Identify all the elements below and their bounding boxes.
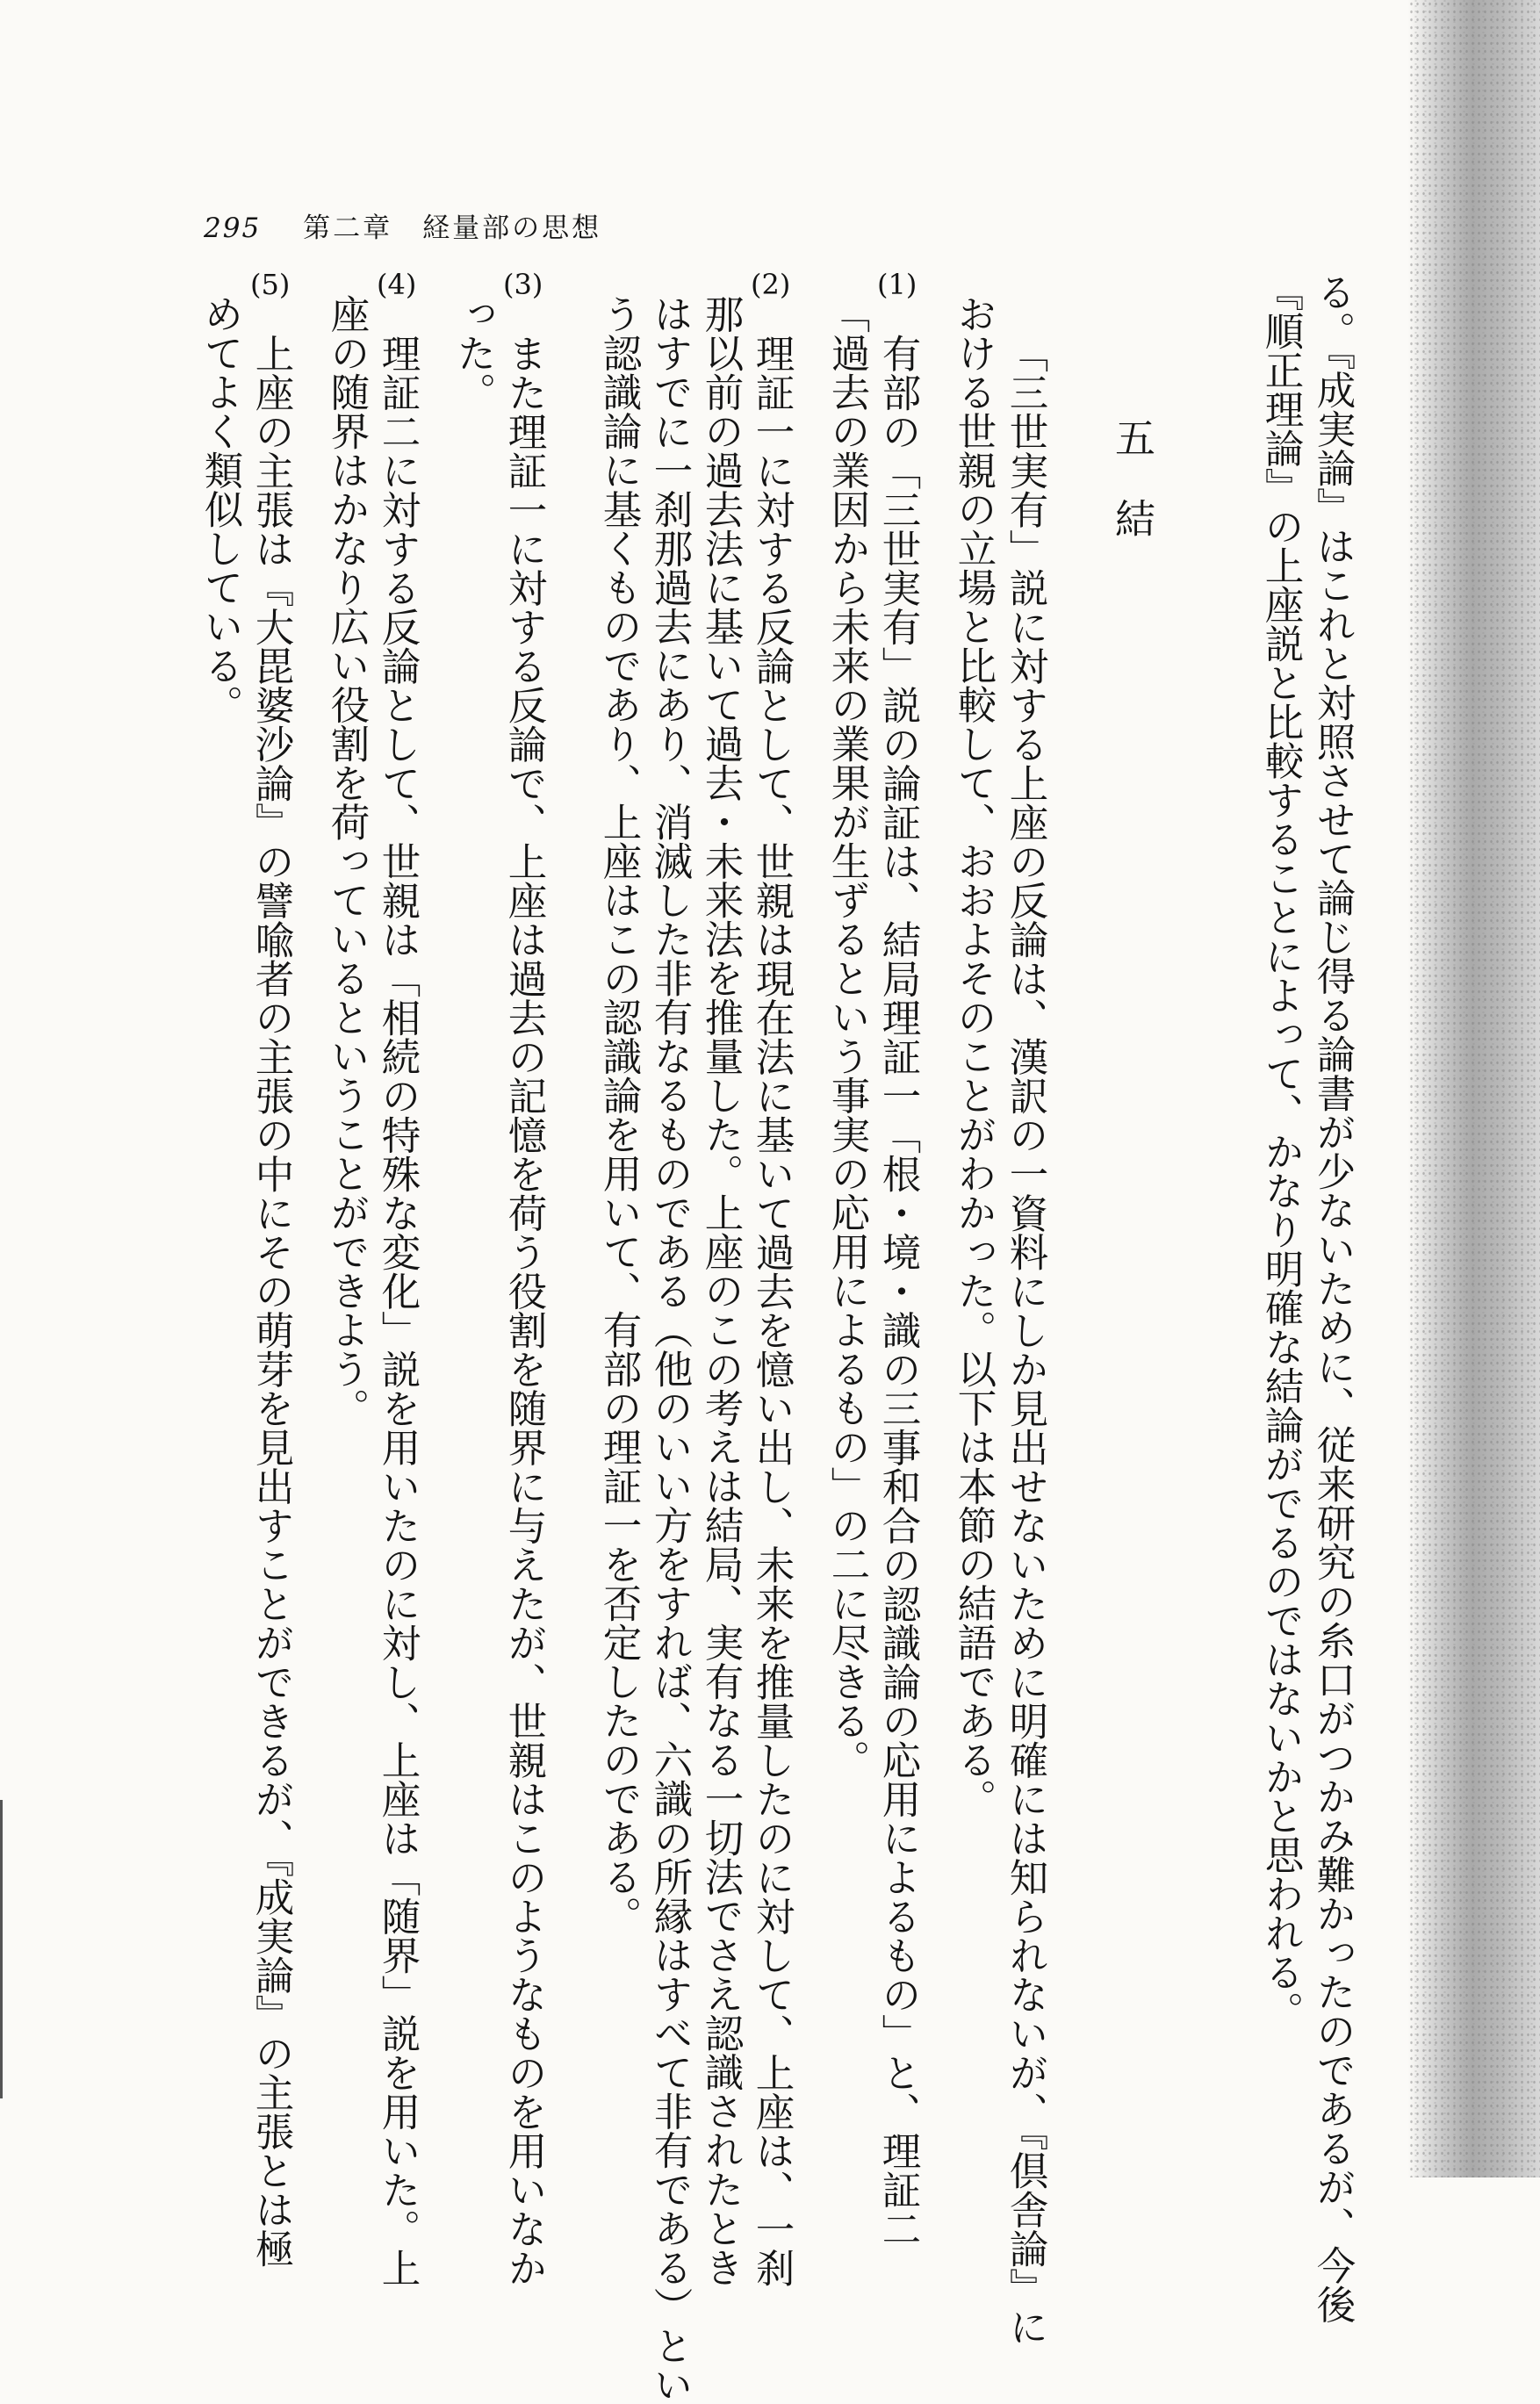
text-column-2: 『順正理論』の上座説と比較することによって、かなり明確な結論がでるのではないかと思われる。	[1258, 272, 1303, 2031]
item-2-column-1: 理証一に対する反論として、世親は現在法に基いて過去を憶い出し、未来を推量したのに対して、上座は、一刹	[749, 334, 794, 2287]
text-column-1: る。『成実論』はこれと対照させて論じ得る論書が少ないために、従来研究の糸口がつかみ難かったのであるが、今後	[1310, 272, 1355, 2324]
item-4-column-1: 理証二に対する反論として、世親は「相続の特殊な変化」説を用いたのに対し、上座は「随界」説を用いた。上	[375, 334, 420, 2287]
scan-edge-speckle	[1408, 0, 1540, 2177]
item-4-column-2: 座の随界はかなり広い役割を荷っているということができよう。	[324, 294, 369, 1428]
section-heading	[1109, 417, 1156, 538]
item-1-column-2: 「過去の業因から未来の業果が生ずるという事実の応用によるもの」の二に尽きる。	[824, 294, 869, 1779]
chapter-title: 第二章 経量部の思想	[303, 212, 602, 244]
item-number-4: (4)	[377, 268, 417, 301]
page-number: 295	[204, 212, 262, 244]
intro-column-1: 「三世実有」説に対する上座の反論は、漢訳の一資料にしか見出せないために明確には知られないが、『倶舎論』に	[1003, 334, 1047, 2346]
running-head	[204, 202, 601, 255]
item-number-1: (1)	[877, 268, 918, 301]
item-2-column-3: はすでに一刹那過去にあり、消滅した非有なるものである（他のいい方をすれば、六識の所縁はすべて非有である）とい	[647, 294, 692, 2404]
item-number-2: (2)	[751, 268, 791, 301]
item-1-column-1: 有部の「三世実有」説の論証は、結局理証一「根・境・識の三事和合の認識論の応用によるもの」と、理証二	[875, 334, 920, 2249]
section-number: 五	[1109, 417, 1156, 457]
item-3-column-2: った。	[450, 294, 495, 412]
item-2-column-2: 那以前の過去法に基いて過去・未来法を推量した。上座のこの考えは結局、実有なる一切法でさえ認識されたとき	[698, 294, 743, 2287]
item-number-5: (5)	[250, 268, 291, 301]
section-title: 結	[1109, 498, 1156, 538]
item-2-column-4: う認識論に基くものであり、上座はこの認識論を用いて、有部の理証一を否定したのである。	[596, 294, 641, 1935]
intro-column-2: おける世親の立場と比較して、おおよそのことがわかった。以下は本節の結語である。	[951, 294, 996, 1818]
item-number-3: (3)	[503, 268, 543, 301]
item-5-column-2: めてよく類似している。	[198, 294, 242, 724]
item-5-column-1: 上座の主張は『大毘婆沙論』の譬喩者の主張の中にその萌芽を見出すことができるが、『成実論』の主張とは極	[248, 334, 293, 2268]
item-3-column-1: また理証一に対する反論で、上座は過去の記憶を荷う役割を随界に与えたが、世親はこのようなものを用いなか	[501, 334, 546, 2287]
binding-mark	[0, 1800, 3, 2098]
